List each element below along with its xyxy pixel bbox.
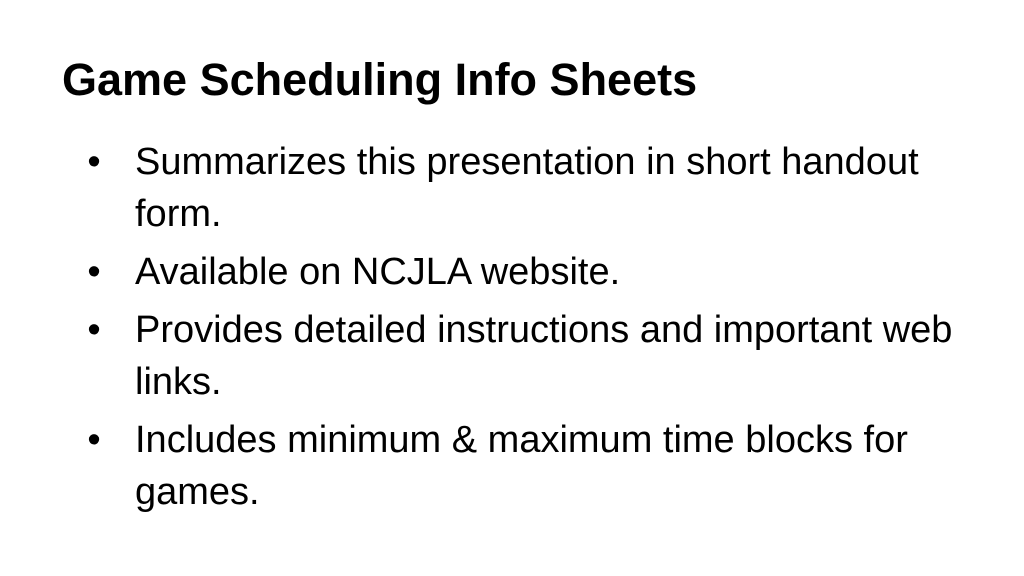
bullet-item xyxy=(0,414,1024,518)
bullet-text: Summarizes this presentation in short handout form. xyxy=(135,141,919,235)
bullet-item xyxy=(0,246,1024,298)
bullet-icon: • xyxy=(87,141,101,183)
bullet-text: Includes minimum & maximum time blocks for games. xyxy=(135,419,908,513)
bullet-icon: • xyxy=(87,251,101,293)
bullet-text: Available on NCJLA website. xyxy=(135,251,621,293)
bullet-list xyxy=(0,136,1024,524)
bullet-icon: • xyxy=(87,419,101,461)
bullet-item xyxy=(0,136,1024,240)
bullet-icon: • xyxy=(87,309,101,351)
bullet-text: Provides detailed instructions and important web links. xyxy=(135,309,953,403)
bullet-item xyxy=(0,304,1024,408)
slide-title: Game Scheduling Info Sheets xyxy=(62,54,698,105)
